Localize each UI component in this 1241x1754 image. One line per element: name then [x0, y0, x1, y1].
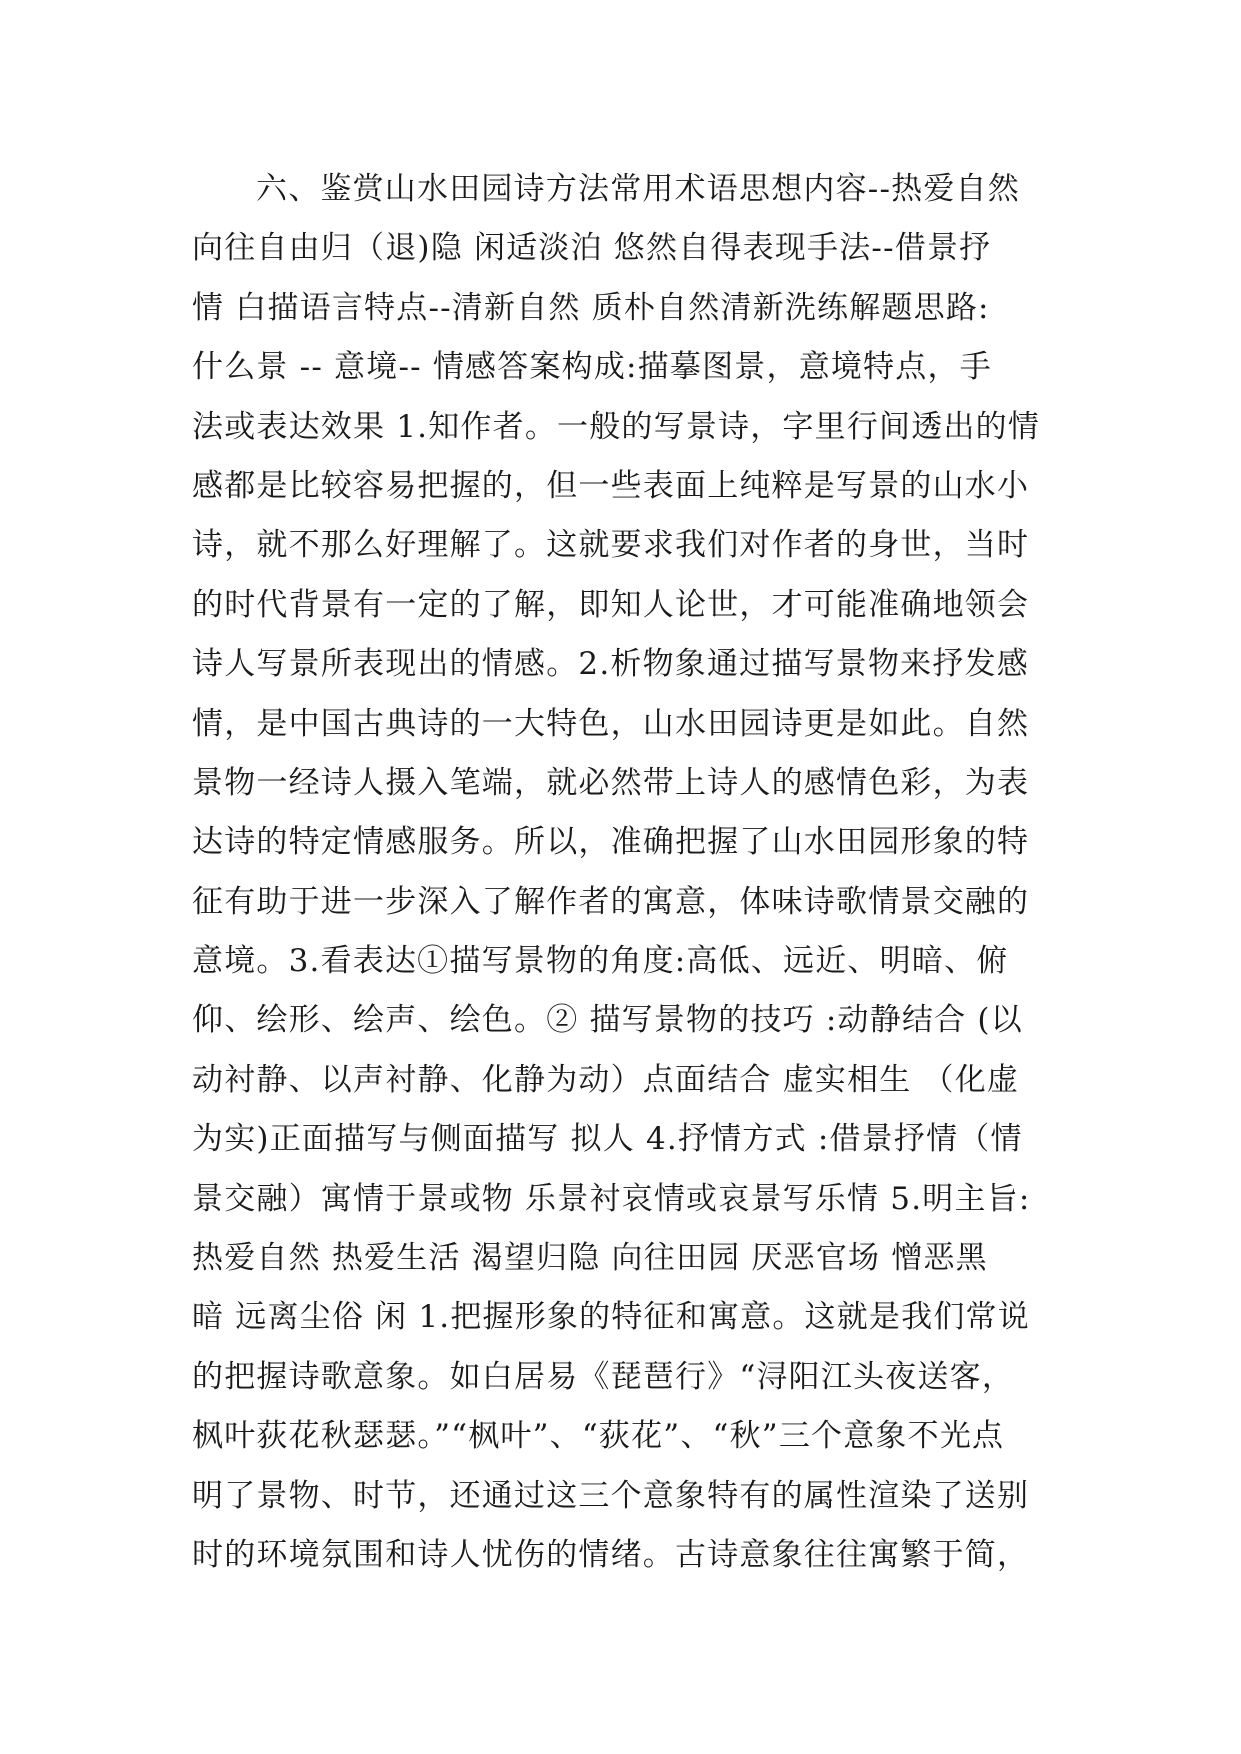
text-line: 诗，就不那么好理解了。这就要求我们对作者的身世，当时	[192, 527, 1030, 564]
text-line: 明了景物、时节，还通过这三个意象特有的属性渲染了送别	[192, 1477, 1030, 1514]
text-line: 达诗的特定情感服务。所以，准确把握了山水田园形象的特	[192, 824, 1030, 861]
text-line: 枫叶荻花秋瑟瑟。”“枫叶”、“荻花”、“秋”三个意象不光点	[192, 1418, 1005, 1455]
text-line: 景交融）寓情于景或物 乐景衬哀情或哀景写乐情 5.明主旨:	[192, 1180, 1031, 1217]
text-line: 感都是比较容易把握的，但一些表面上纯粹是写景的山水小	[192, 467, 1030, 504]
text-line: 诗人写景所表现出的情感。2.析物象通过描写景物来抒发感	[192, 646, 1029, 683]
text-line: 热爱自然 热爱生活 渴望归隐 向往田园 厌恶官场 憎恶黑	[192, 1240, 988, 1277]
text-line: 的时代背景有一定的了解，即知人论世，才可能准确地领会	[192, 586, 1030, 623]
text-line: 为实)正面描写与侧面描写 拟人 4.抒情方式 :借景抒情（情	[192, 1121, 1023, 1158]
text-line: 时的环境氛围和诗人忧伤的情绪。古诗意象往往寓繁于简，	[192, 1536, 1030, 1573]
text-line: 情 白描语言特点--清新自然 质朴自然清新洗练解题思路:	[192, 289, 990, 326]
text-line: 景物一经诗人摄入笔端，就必然带上诗人的感情色彩，为表	[192, 764, 1030, 801]
text-line: 动衬静、以声衬静、化静为动）点面结合 虚实相生 （化虚	[192, 1061, 1020, 1098]
text-line: 征有助于进一步深入了解作者的寓意，体味诗歌情景交融的	[192, 883, 1030, 920]
text-line: 暗 远离尘俗 闲 1.把握形象的特征和寓意。这就是我们常说	[192, 1299, 1030, 1336]
text-line: 的把握诗歌意象。如白居易《琵琶行》“浔阳江头夜送客，	[192, 1358, 1015, 1395]
text-line: 情，是中国古典诗的一大特色，山水田园诗更是如此。自然	[192, 705, 1030, 742]
body-text	[192, 160, 1072, 1585]
text-line: 意境。3.看表达①描写景物的角度:高低、远近、明暗、俯	[192, 943, 1009, 980]
text-line: 六、鉴赏山水田园诗方法常用术语思想内容--热爱自然	[256, 171, 1020, 207]
text-line: 法或表达效果 1.知作者。一般的写景诗，字里行间透出的情	[192, 408, 1041, 445]
text-line: 仰、绘形、绘声、绘色。② 描写景物的技巧 :动静结合 (以	[192, 1002, 1023, 1039]
text-line: 向往自由归（退)隐 闲适淡泊 悠然自得表现手法--借景抒	[192, 230, 992, 267]
text-line: 什么景 -- 意境-- 情感答案构成:描摹图景，意境特点，手	[192, 349, 992, 386]
